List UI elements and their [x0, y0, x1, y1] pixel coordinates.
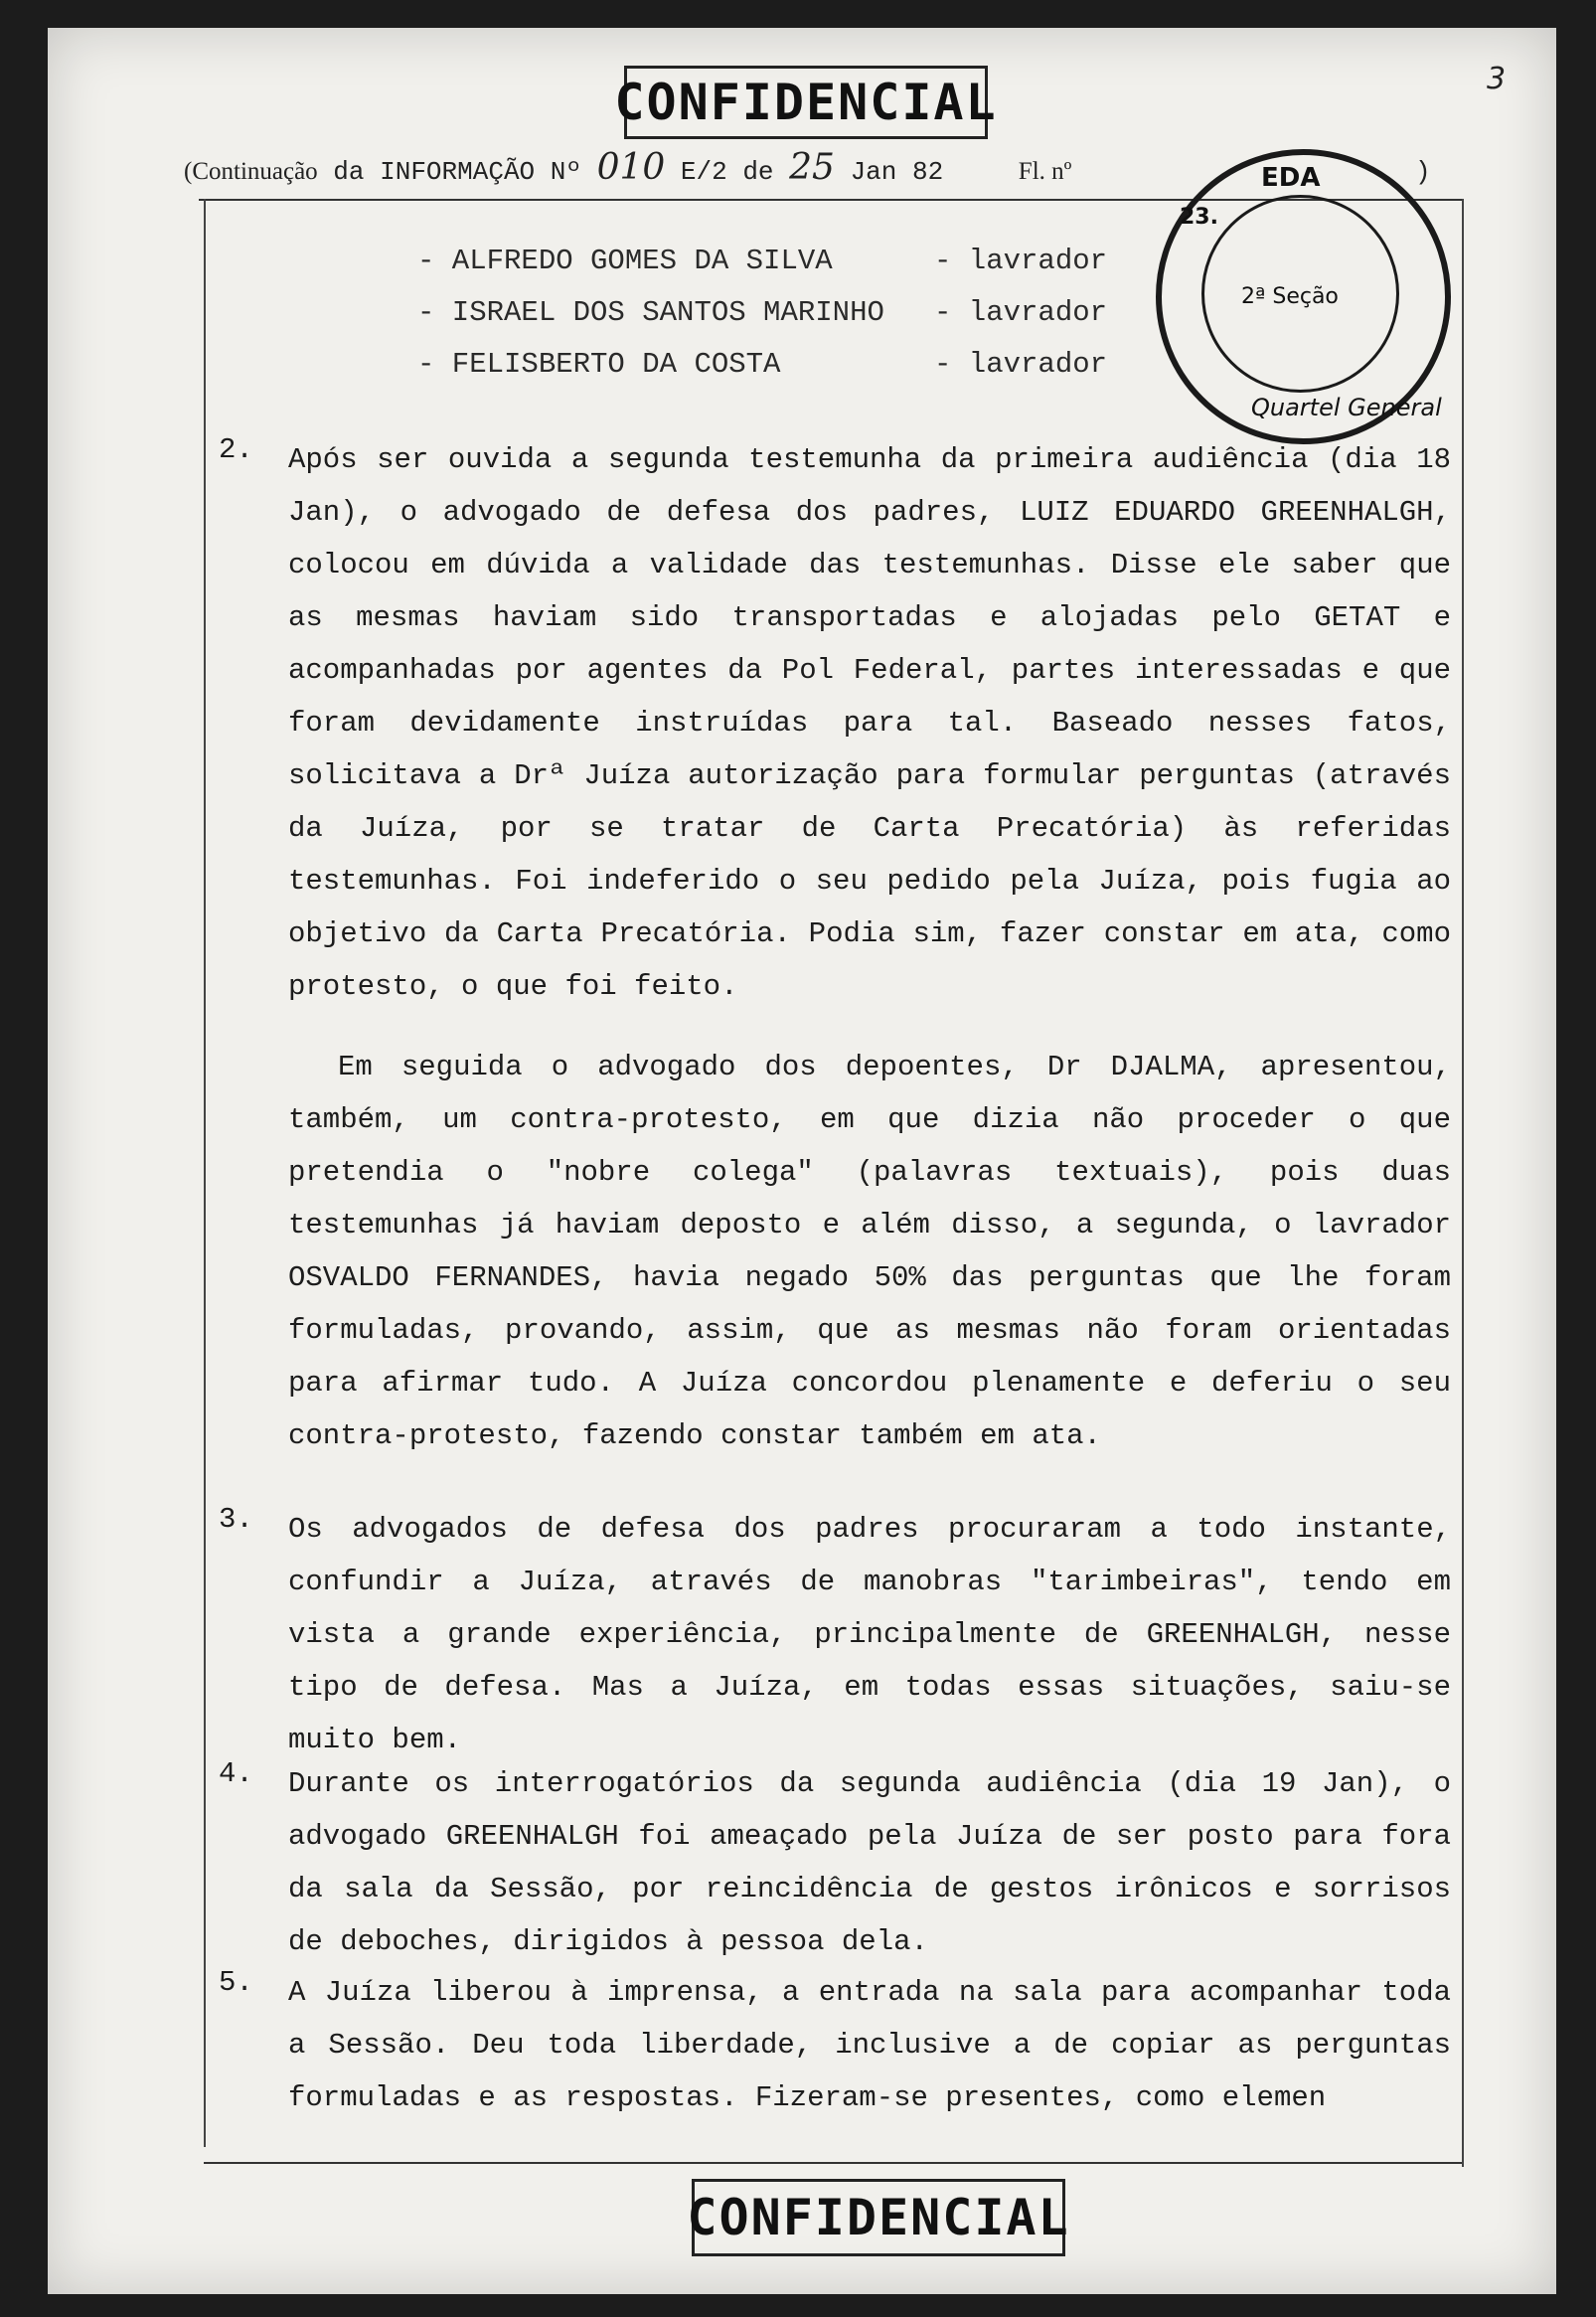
witness-name: - ALFREDO GOMES DA SILVA	[417, 245, 833, 277]
frame-left-rule	[204, 199, 206, 2147]
confidential-stamp-top: CONFIDENCIAL	[624, 66, 988, 139]
seal-number: 23.	[1180, 205, 1218, 230]
paragraph-2-continuation: Em seguida o advogado dos depoentes, Dr DJALMA, apresentou, também, um contra-protesto, em que dizia não proceder o que pretendia o "nobre colega" (palavras textuais), pois duas testemunhas já haviam deposto e além disso, a segunda, o lavrador OSVALDO FERNANDES, havia negado 50% das perguntas que lhe foram formuladas, provando, assim, que as mesmas não foram orientadas para afirmar tudo. A Juíza concordou plenamente e deferiu o seu contra-protesto, fazendo constar também em ata.	[288, 1051, 1451, 1452]
witness-role: - lavrador	[934, 245, 1108, 277]
doc-suffix: E/2 de	[680, 157, 774, 187]
witness-list	[417, 245, 1107, 400]
folio-label: Fl. nº	[1018, 158, 1072, 185]
doc-number: 010	[596, 147, 666, 188]
paragraph-number: 4.	[219, 1757, 253, 1790]
frame-right-rule	[1462, 199, 1464, 2167]
paragraph-5: A Juíza liberou à imprensa, a entrada na sala para acompanhar toda a Sessão. Deu toda liberdade, inclusive a de copiar as perguntas formuladas e as respostas. Fizeram-se presentes, como elemen	[288, 1976, 1451, 2114]
frame-bottom-rule	[204, 2162, 1462, 2164]
doc-month-year: Jan 82	[850, 157, 944, 187]
header-close-paren: )	[1415, 157, 1431, 187]
doc-type: INFORMAÇÃO Nº	[380, 157, 581, 187]
confidential-stamp-bottom: CONFIDENCIAL	[692, 2179, 1065, 2256]
seal-middle-text: 2ª Seção	[1241, 284, 1339, 309]
paragraph-number: 2.	[219, 433, 253, 466]
doc-day: 25	[789, 147, 835, 188]
header-da: da	[333, 157, 365, 187]
witness-row	[417, 245, 1107, 296]
paragraph-2: Após ser ouvida a segunda testemunha da primeira audiência (dia 18 Jan), o advogado de defesa dos padres, LUIZ EDUARDO GREENHALGH, colocou em dúvida a validade das testemunhas. Disse ele saber que as mesmas haviam sido transportadas e alojadas pelo GETAT e acompanhadas por agentes da Pol Federal, partes interessadas e que foram devidamente instruídas para tal. Baseado nesses fatos, solicitava a Drª Juíza autorização para formular perguntas (através da Juíza, por se tratar de Carta Precatória) às referidas testemunhas. Foi indeferido o seu pedido pela Juíza, pois fugia ao objetivo da Carta Precatória. Podia sim, fazer constar em ata, como protesto, o que foi feito.	[288, 443, 1451, 1003]
witness-role: - lavrador	[934, 296, 1108, 329]
paragraph-number: 3.	[219, 1503, 253, 1536]
paragraph-3: Os advogados de defesa dos padres procuraram a todo instante, confundir a Juíza, através de manobras "tarimbeiras", tendo em vista a grande experiência, principalmente de GREENHALGH, nesse tipo de defesa. Mas a Juíza, em todas essas situações, saiu-se muito bem.	[288, 1513, 1451, 1756]
paragraph-number: 5.	[219, 1966, 253, 1999]
official-seal	[1156, 149, 1451, 444]
continuation-label: (Continuação	[184, 158, 318, 185]
seal-bottom-text: Quartel General	[1251, 394, 1442, 421]
witness-role: - lavrador	[934, 348, 1108, 381]
witness-name: - ISRAEL DOS SANTOS MARINHO	[417, 296, 884, 329]
paragraph-4: Durante os interrogatórios da segunda audiência (dia 19 Jan), o advogado GREENHALGH foi ameaçado pela Juíza de ser posto para fora da sala da Sessão, por reincidência de gestos irônicos e sorrisos de deboches, dirigidos à pessoa dela.	[288, 1767, 1451, 1958]
seal-top-text: EDA	[1261, 163, 1321, 193]
witness-name: - FELISBERTO DA COSTA	[417, 348, 781, 381]
witness-row	[417, 348, 1107, 400]
page-number: 3	[1487, 62, 1507, 96]
witness-row	[417, 296, 1107, 348]
